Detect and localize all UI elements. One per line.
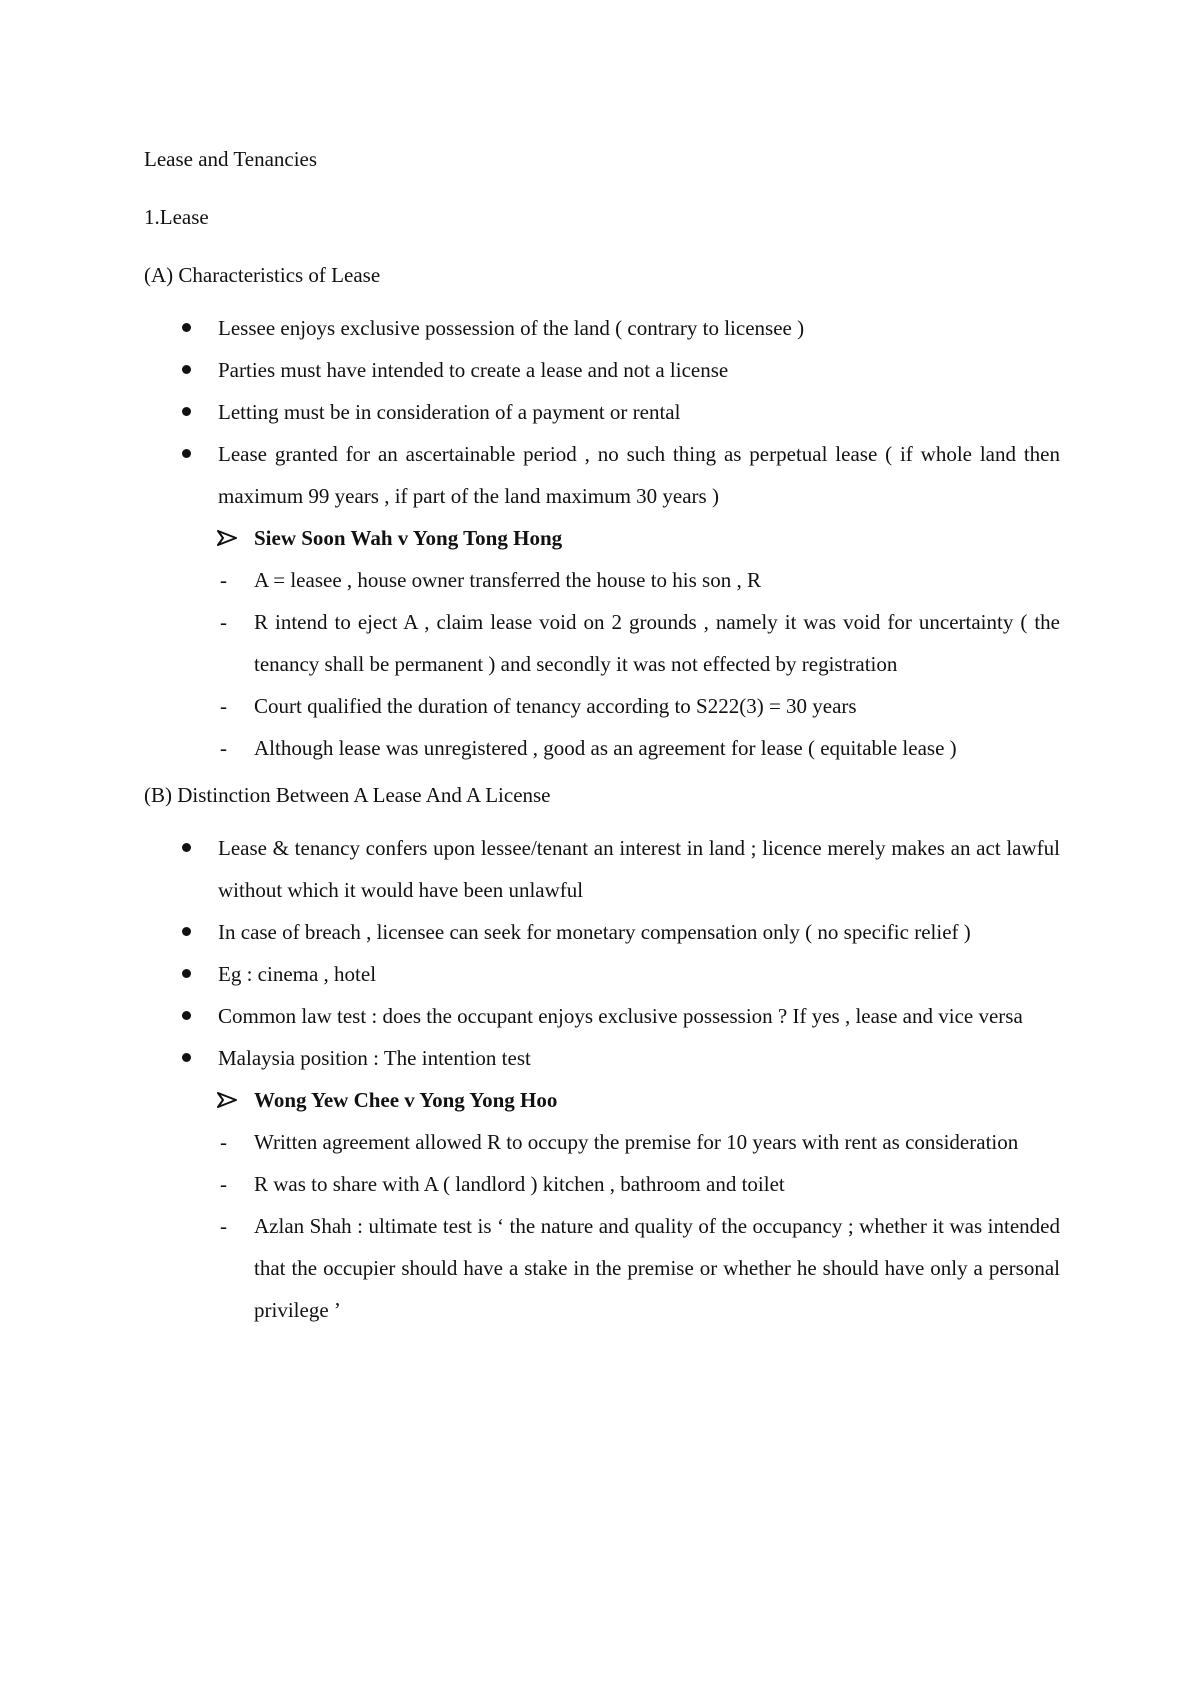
document-content (144, 145, 1060, 1331)
dash-marker: - (220, 610, 227, 634)
case-point: - R intend to eject A , claim lease void on 2 grounds , namely it was void for uncertainty ( the tenancy shall be permanent ) and secondly it was not effected by registration (144, 601, 1060, 685)
arrowhead-bullet-icon (217, 530, 237, 546)
case-point: - Azlan Shah : ultimate test is ‘ the nature and quality of the occupancy ; whether it was intended that the occupier should have a stake in the premise or whether he should have only a personal privilege ’ (144, 1205, 1060, 1331)
list-item: Lease granted for an ascertainable period , no such thing as perpetual lease ( if whole land then maximum 99 years , if part of the land maximum 30 years ) (144, 433, 1060, 517)
list-item: In case of breach , licensee can seek for monetary compensation only ( no specific relief ) (144, 911, 1060, 953)
list-item: Lessee enjoys exclusive possession of the land ( contrary to licensee ) (144, 307, 1060, 349)
section-heading-distinction: (B) Distinction Between A Lease And A License (144, 783, 551, 807)
bullet-icon (182, 365, 191, 374)
dash-marker: - (220, 736, 227, 760)
dash-marker: - (220, 568, 227, 592)
distinction-list (144, 827, 1060, 1079)
arrowhead-bullet-icon (217, 1092, 237, 1108)
list-item: Lease & tenancy confers upon lessee/tenant an interest in land ; licence merely makes an act lawful without which it would have been unlawful (144, 827, 1060, 911)
document-title: Lease and Tenancies (144, 147, 318, 171)
characteristics-list (144, 307, 1060, 517)
section-heading-characteristics: (A) Characteristics of Lease (144, 263, 381, 287)
list-item: Parties must have intended to create a lease and not a license (144, 349, 1060, 391)
bullet-icon (182, 1053, 191, 1062)
list-item: Letting must be in consideration of a payment or rental (144, 391, 1060, 433)
bullet-icon (182, 449, 191, 458)
case-point: - Court qualified the duration of tenancy according to S222(3) = 30 years (144, 685, 1060, 727)
case-point: - Written agreement allowed R to occupy the premise for 10 years with rent as consideration (144, 1121, 1060, 1163)
bullet-icon (182, 927, 191, 936)
dash-marker: - (220, 694, 227, 718)
case-title: Wong Yew Chee v Yong Yong Hoo (144, 1079, 1060, 1121)
bullet-icon (182, 323, 191, 332)
section-heading-lease: 1.Lease (144, 205, 209, 229)
dash-marker: - (220, 1214, 227, 1238)
dash-marker: - (220, 1130, 227, 1154)
bullet-icon (182, 1011, 191, 1020)
case-point: - A = leasee , house owner transferred the house to his son , R (144, 559, 1060, 601)
dash-marker: - (220, 1172, 227, 1196)
case-siew-soon-wah (144, 517, 1060, 769)
case-title: Siew Soon Wah v Yong Tong Hong (144, 517, 1060, 559)
case-wong-yew-chee (144, 1079, 1060, 1331)
bullet-icon (182, 843, 191, 852)
bullet-icon (182, 407, 191, 416)
bullet-icon (182, 969, 191, 978)
list-item: Eg : cinema , hotel (144, 953, 1060, 995)
case-point: - R was to share with A ( landlord ) kitchen , bathroom and toilet (144, 1163, 1060, 1205)
case-point: - Although lease was unregistered , good as an agreement for lease ( equitable lease ) (144, 727, 1060, 769)
list-item: Malaysia position : The intention test (144, 1037, 1060, 1079)
list-item: Common law test : does the occupant enjoys exclusive possession ? If yes , lease and vice versa (144, 995, 1060, 1037)
